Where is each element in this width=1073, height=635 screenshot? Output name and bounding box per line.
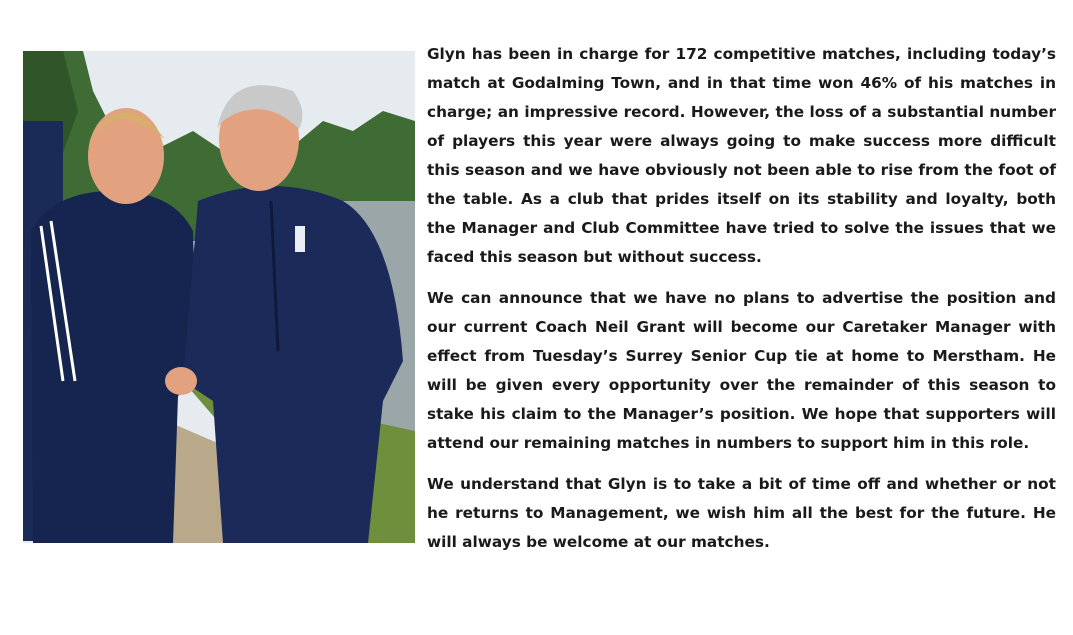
photo-left-man-head [88,108,164,204]
photo-handshake [165,367,197,395]
article-paragraph-1: Glyn has been in charge for 172 competitive matches, including today’s match at Godalming Town, and in that time won 46% of his matches in charge; an impressive record. However, the loss of a substantial number of players this year were always going to make success more difficult this season and we have obviously not been able to rise from the foot of the table. As a club that prides itself on its stability and loyalty, both the Manager and Club Committee have tried to solve the issues that we faced this season but without success. [427,45,1056,266]
article-paragraph-2: We can announce that we have no plans to advertise the position and our current Coach Neil Grant will become our Caretaker Manager with effect from Tuesday’s Surrey Senior Cup tie at home to Merstham. He will be given every opportunity over the remainder of this season to stake his claim to the Manager’s position. We hope that supporters will attend our remaining matches in numbers to support him in this role. [427,289,1056,452]
article-text [427,40,1056,569]
photo-left-man-jacket [31,191,198,543]
article-paragraph-3: We understand that Glyn is to take a bit of time off and whether or not he returns to Management, we wish him all the best for the future. He will always be welcome at our matches. [427,475,1056,551]
photo-illustration [23,51,415,543]
photo-two-men-handshake [23,51,415,543]
